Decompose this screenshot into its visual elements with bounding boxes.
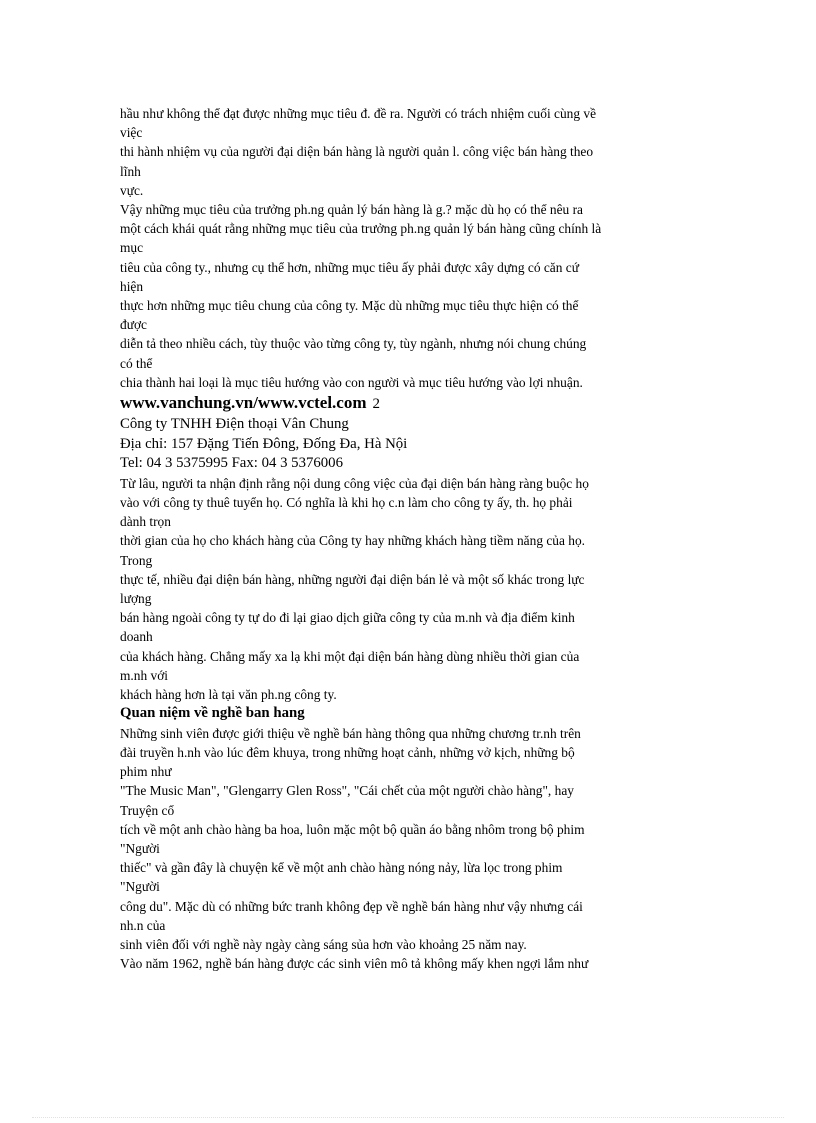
text-line: doanh bbox=[120, 629, 153, 645]
text-line: sinh viên đối với nghề này ngày càng sáng sủa hơn vào khoảng 25 năm nay. bbox=[120, 937, 527, 953]
website-header bbox=[120, 392, 700, 415]
text-line: diễn tả theo nhiều cách, tùy thuộc vào từng công ty, tùy ngành, nhưng nói chung chúng bbox=[120, 336, 587, 352]
paragraph-sales-rep-duties bbox=[120, 474, 700, 704]
text-line: thực hơn những mục tiêu chung của công ty. Mặc dù những mục tiêu thực hiện có thể bbox=[120, 298, 579, 314]
text-line: tiêu của công ty., nhưng cụ thể hơn, những mục tiêu ấy phải được xây dựng có căn cứ bbox=[120, 259, 579, 275]
paragraph-sales-perception bbox=[120, 724, 700, 974]
page-bottom-divider bbox=[32, 1117, 784, 1118]
text-line: "Người bbox=[120, 879, 160, 895]
text-line: bán hàng ngoài công ty tự do đi lại giao dịch giữa công ty của m.nh và địa điểm kinh bbox=[120, 610, 575, 626]
text-line: việc bbox=[120, 125, 143, 141]
text-line: lĩnh bbox=[120, 163, 141, 179]
text-line: Vậy những mục tiêu của trưởng ph.ng quản lý bán hàng là g.? mặc dù họ có thể nêu ra bbox=[120, 202, 583, 218]
text-line: phim như bbox=[120, 764, 172, 780]
text-line: m.nh với bbox=[120, 667, 168, 683]
text-line: dành trọn bbox=[120, 514, 171, 530]
text-line: "The Music Man", "Glengarry Glen Ross", "Cái chết của một người chào hàng", hay bbox=[120, 783, 574, 799]
text-line: khách hàng hơn là tại văn ph.ng công ty. bbox=[120, 687, 337, 703]
text-line: Trong bbox=[120, 552, 153, 568]
text-line: thi hành nhiệm vụ của người đại diện bán hàng là người quản l. công việc bán hàng theo bbox=[120, 144, 594, 160]
text-line: chia thành hai loại là mục tiêu hướng vào con người và mục tiêu hướng vào lợi nhuận. bbox=[120, 374, 583, 390]
text-line: thiếc" và gần đây là chuyện kể về một anh chào hàng nóng nảy, lừa lọc trong phim bbox=[120, 860, 563, 876]
company-phone: Tel: 04 3 5375995 Fax: 04 3 5376006 bbox=[120, 455, 343, 472]
page-number: 2 bbox=[372, 396, 381, 413]
company-address: Địa chỉ: 157 Đặng Tiến Đông, Đống Đa, Hà Nội bbox=[120, 435, 408, 452]
text-line: có thể bbox=[120, 355, 153, 371]
text-line: Những sinh viên được giới thiệu về nghề bán hàng thông qua những chương tr.nh trên bbox=[120, 725, 581, 741]
text-line: nh.n của bbox=[120, 917, 166, 933]
text-line: tích về một anh chào hàng ba hoa, luôn mặc một bộ quần áo bằng nhôm trong bộ phim bbox=[120, 821, 585, 837]
text-line: Truyện cổ bbox=[120, 802, 175, 818]
text-line: hiện bbox=[120, 278, 144, 294]
text-line: hầu như không thể đạt được những mục tiêu đ. đề ra. Người có trách nhiệm cuối cùng về bbox=[120, 106, 597, 121]
company-info bbox=[120, 415, 700, 474]
text-line: vực. bbox=[120, 182, 144, 198]
text-line: Vào năm 1962, nghề bán hàng được các sinh viên mô tả không mấy khen ngợi lắm như bbox=[120, 956, 589, 972]
text-line: công du". Mặc dù có những bức tranh không đẹp về nghề bán hàng như vậy nhưng cái bbox=[120, 898, 583, 914]
text-line: vào với công ty thuê tuyển họ. Có nghĩa là khi họ c.n làm cho công ty ấy, th. họ phải bbox=[120, 495, 573, 511]
text-line: mục bbox=[120, 240, 144, 256]
text-line: của khách hàng. Chẳng mấy xa lạ khi một đại diện bán hàng dùng nhiều thời gian của bbox=[120, 648, 580, 664]
document-page bbox=[120, 104, 700, 974]
text-line: lượng bbox=[120, 591, 152, 607]
text-line: "Người bbox=[120, 841, 160, 857]
company-name: Công ty TNHH Điện thoại Vân Chung bbox=[120, 416, 349, 433]
text-line: một cách khái quát rằng những mục tiêu của trưởng ph.ng quản lý bán hàng cũng chính là bbox=[120, 221, 602, 237]
website-url: www.vanchung.vn/www.vctel.com bbox=[120, 393, 367, 413]
text-line: thời gian của họ cho khách hàng của Công ty hay những khách hàng tiềm năng của họ. bbox=[120, 533, 586, 549]
section-heading: Quan niệm về nghề ban hang bbox=[120, 705, 305, 722]
paragraph-sales-objectives bbox=[120, 104, 700, 392]
text-line: Từ lâu, người ta nhận định rằng nội dung công việc của đại diện bán hàng ràng buộc họ bbox=[120, 475, 589, 491]
text-line: thực tế, nhiều đại diện bán hàng, những người đại diện bán lẻ và một số khác trong lực bbox=[120, 571, 585, 587]
text-line: đài truyền h.nh vào lúc đêm khuya, trong những hoạt cảnh, những vở kịch, những bộ bbox=[120, 745, 575, 761]
text-line: được bbox=[120, 317, 147, 333]
